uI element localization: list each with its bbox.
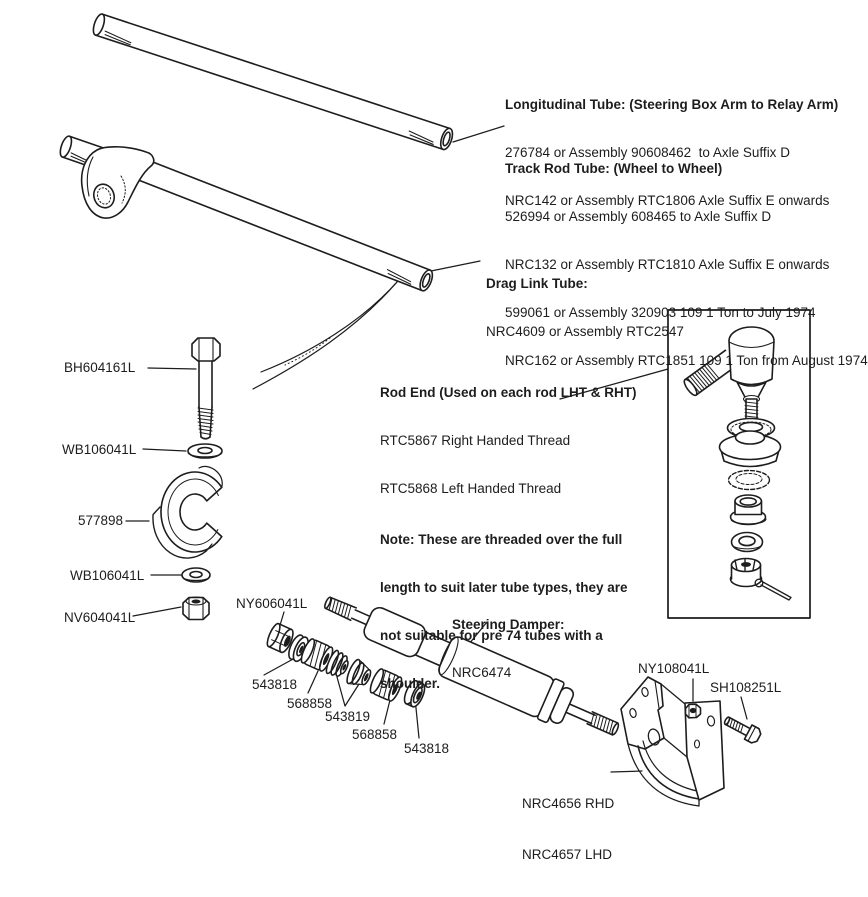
steering-damper-title: Steering Damper: [452, 617, 565, 632]
rod-end-line: RTC5868 Left Handed Thread [380, 481, 562, 496]
track-rod-tube-title: Track Rod Tube: (Wheel to Wheel) [505, 161, 723, 176]
part-label-clamp-washer-upper: WB106041L [62, 442, 137, 457]
damper-bracket-line: NRC4656 RHD [522, 796, 615, 811]
tube-clamp-577898-drawing [153, 466, 222, 558]
rod-end-note-line: shoulder. [380, 676, 441, 691]
drag-link-tube-line: NRC4609 or Assembly RTC2547 [486, 324, 684, 339]
bracket-nut-drawing [686, 704, 701, 718]
damper-bracket-callout [522, 761, 614, 897]
rod-end-title: Rod End (Used on each rod LHT & RHT) [380, 385, 637, 400]
damper-bracket-line: NRC4657 LHD [522, 847, 613, 862]
clamp-washer-upper-drawing [188, 444, 222, 458]
track-rod-tube-line: 599061 or Assembly 320903 109 1 Ton to July 1974 [505, 305, 816, 320]
part-label-tube-clamp: 577898 [78, 513, 124, 528]
clamp-washer-lower-drawing [182, 568, 210, 582]
clamp-nut-drawing [183, 597, 209, 620]
part-label-clamp-nut: NV604041L [64, 610, 136, 625]
part-label-damper-washer-front: 543818 [252, 677, 298, 692]
track-rod-tube-line: NRC132 or Assembly RTC1810 Axle Suffix E onwards [505, 257, 830, 272]
part-label-damper-nut: NY606041L [236, 596, 308, 611]
steering-damper-line: NRC6474 [452, 665, 512, 680]
rod-end-line: RTC5867 Right Handed Thread [380, 433, 571, 448]
part-label-damper-bush-front: 568858 [287, 696, 333, 711]
part-label-damper-washer-rear: 543818 [404, 741, 450, 756]
part-label-bracket-bolt: SH108251L [710, 680, 782, 695]
track-rod-tube-line: NRC162 or Assembly RTC1851 109 1 Ton from August 1974 [505, 353, 868, 368]
part-label-bracket-nut: NY108041L [638, 661, 710, 676]
part-label-clamp-bolt: BH604161L [64, 360, 136, 375]
rod-end-note-line: length to suit later tube types, they are [380, 580, 628, 595]
damper-ring-2-drawing [345, 658, 375, 690]
longitudinal-tube-line: 276784 or Assembly 90608462 to Axle Suffix D [505, 145, 790, 160]
longitudinal-tube-title: Longitudinal Tube: (Steering Box Arm to Relay Arm) [505, 97, 839, 112]
track-rod-tube-line: 526994 or Assembly 608465 to Axle Suffix D [505, 209, 772, 224]
drag-link-tube-title: Drag Link Tube: [486, 276, 588, 291]
longitudinal-tube-line: NRC142 or Assembly RTC1806 Axle Suffix E onwards [505, 193, 830, 208]
longitudinal-tube-drawing [91, 13, 455, 151]
swoosh-curve [253, 282, 397, 389]
rod-end-note-line: Note: These are threaded over the full [380, 532, 623, 547]
bracket-bolt-drawing [722, 713, 763, 745]
part-label-damper-ring-pair: 543819 [325, 709, 371, 724]
part-label-clamp-washer-lower: WB106041L [70, 568, 145, 583]
rod-end-note-line: not suitable for pre 74 tubes with a [380, 628, 603, 643]
drag-link-tube-drawing [58, 135, 435, 293]
clamp-bolt-drawing [192, 338, 220, 439]
steering-damper-callout [452, 585, 565, 713]
part-label-damper-bush-rear: 568858 [352, 727, 398, 742]
